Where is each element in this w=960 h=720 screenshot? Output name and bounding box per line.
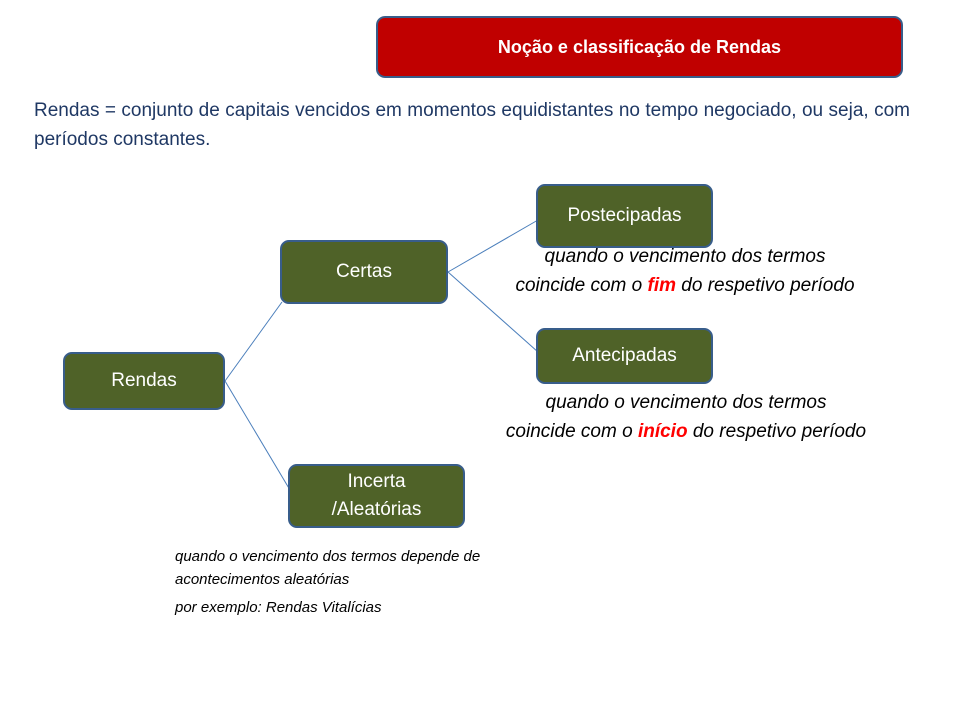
node-postecipadas-label: Postecipadas [567, 205, 682, 226]
connector-rendas-certas [225, 302, 282, 381]
connector-rendas-incerta [225, 381, 290, 490]
node-postecipadas [536, 184, 713, 248]
node-rendas [63, 352, 225, 410]
antecipadas-description-line2 [466, 417, 906, 446]
antecipadas-line2-before: coincide com o [505, 421, 638, 442]
node-incerta-label-line2: /Aleatórias [331, 499, 422, 520]
node-incerta-aleatorias [288, 464, 465, 528]
postecipadas-description [470, 242, 900, 300]
node-certas [280, 240, 448, 304]
node-antecipadas [536, 328, 713, 384]
node-certas-label: Certas [336, 261, 392, 282]
intro-text: Rendas = conjunto de capitais vencidos em momentos equidistantes no tempo negociado, ou seja, com períodos constantes. [34, 100, 910, 150]
node-antecipadas-label: Antecipadas [572, 345, 677, 366]
antecipadas-description-line1: quando o vencimento dos termos [545, 392, 827, 413]
postecipadas-description-line1: quando o vencimento dos termos [544, 246, 826, 267]
postecipadas-description-line2 [470, 271, 900, 300]
postecipadas-line2-after: do respetivo período [676, 275, 855, 296]
node-rendas-label: Rendas [111, 370, 177, 391]
antecipadas-highlight: início [637, 421, 688, 442]
incerta-example: por exemplo: Rendas Vitalícias [175, 599, 382, 616]
antecipadas-description [466, 388, 906, 446]
postecipadas-line2-before: coincide com o [515, 275, 648, 296]
node-incerta-label-line1: Incerta [347, 471, 406, 492]
incerta-description: quando o vencimento dos termos depende de acontecimentos aleatórias [175, 548, 481, 588]
postecipadas-highlight: fim [647, 275, 676, 296]
antecipadas-line2-after: do respetivo período [687, 421, 867, 442]
page-title: Noção e classificação de Rendas [497, 36, 782, 57]
